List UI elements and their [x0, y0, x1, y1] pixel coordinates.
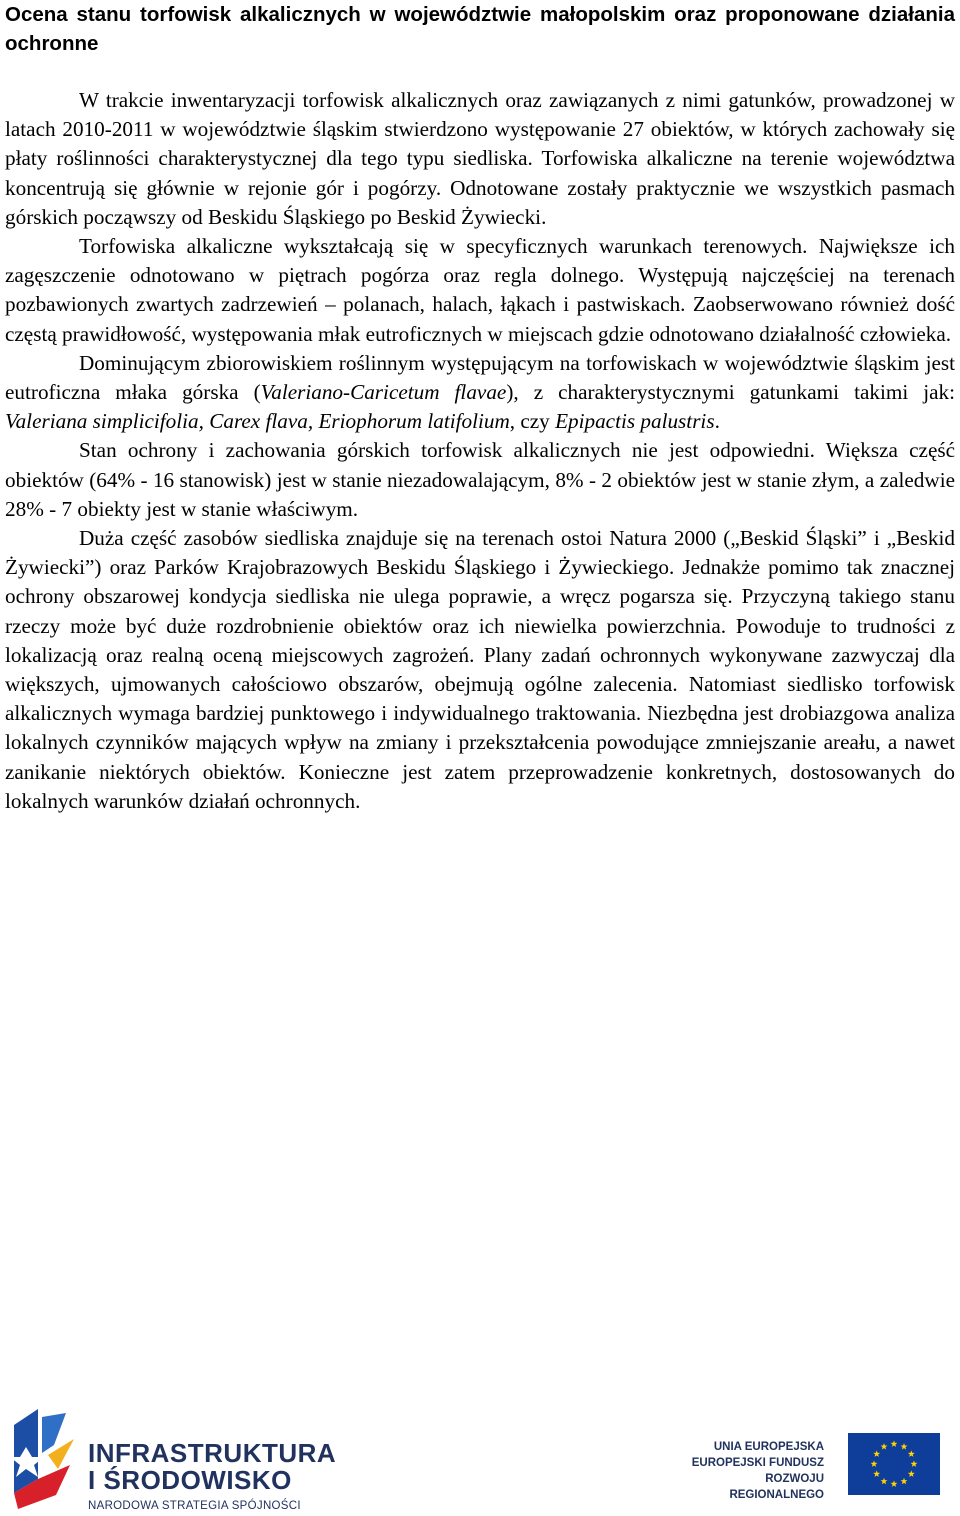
paragraph-3-italic-3: Epipactis palustris — [555, 409, 715, 434]
infrastruktura-logo-text — [88, 1440, 336, 1516]
paragraph-2: Torfowiska alkaliczne wykształcają się w specyficznych warunkach terenowych. Największe ich zagęszczenie odnotowano w piętrach pogórza oraz regla dolnego. Występują najczęściej na terenach pozbawionych zwartych zadrzewień – polanach, halach, łąkach i pastwiskach. Zaobserwowano również dość częstą prawidłowość, występowania młak eutroficznych w miejscach gdzie odnotowano działalność człowieka. — [5, 234, 955, 346]
right-logo-line-2: EUROPEJSKI FUNDUSZ — [691, 1457, 824, 1469]
left-logo-line-1: INFRASTRUKTURA — [88, 1438, 337, 1468]
paragraph-4: Stan ochrony i zachowania górskich torfowisk alkalicznych nie jest odpowiedni. Większa część obiektów (64% - 16 stanowisk) jest w stanie niezadowalającym, 8% - 2 obiektów jest w stanie złym, a zaledwie 28% - 7 obiekty jest w stanie właściwym. — [5, 438, 955, 521]
infrastruktura-logo — [8, 1409, 337, 1512]
paragraph-5: Duża część zasobów siedliska znajduje się na terenach ostoi Natura 2000 („Beskid Śląski” i „Beskid Żywiecki”) oraz Parków Krajobrazowych Beskidu Śląskiego i Żywieckiego. Jednakże pomimo tak znacznej ochrony obszarowej kondycja siedliska nie ulega poprawie, a wręcz pogarsza się. Przyczyną takiego stanu rzeczy może być duże rozdrobnienie obiektów oraz ich niewielka powierzchnia. Powoduje to trudności z lokalizacją oraz realną oceną miejscowych zagrożeń. Plany zadań ochronnych wykonywane zazwyczaj dla większych, ujmowanych całościowo obszarów, obejmują ogólne zalecenia. Natomiast siedlisko torfowisk alkalicznych wymaga bardziej punktowego i indywidualnego traktowania. Niezbędna jest drobiazgowa analiza lokalnych czynników mających wpływ na zmiany i przekształcenia powodujące zmniejszanie areału, a nawet zanikanie niektórych obiektów. Konieczne jest zatem przeprowadzenie konkretnych, dostosowanych do lokalnych warunków działań ochronnych. — [5, 526, 955, 813]
right-logo-line-1: UNIA EUROPEJSKA — [713, 1441, 824, 1453]
eu-logo-text — [670, 1439, 824, 1503]
document-title: Ocena stanu torfowisk alkalicznych w województwie małopolskim oraz proponowane działania ochronne — [5, 3, 955, 55]
document-body — [5, 86, 955, 816]
eu-flag-icon — [848, 1433, 940, 1495]
paragraph-3-text-3: , czy — [509, 409, 556, 434]
title-spacer — [5, 58, 955, 86]
left-logo-line-3: NARODOWA STRATEGIA SPÓJNOŚCI — [88, 1500, 301, 1512]
paragraph-3 — [5, 349, 955, 437]
paragraph-3-text-4: . — [714, 409, 720, 434]
paragraph-3-italic-1: Valeriano-Caricetum flavae — [260, 380, 507, 405]
right-logo-line-3: ROZWOJU REGIONALNEGO — [729, 1473, 824, 1501]
document-page — [5, 0, 955, 816]
footer-logos — [0, 1405, 960, 1516]
infrastruktura-logo-icon — [8, 1409, 76, 1511]
paragraph-3-text-1: Dominującym zbiorowiskiem roślinnym występującym na torfowiskach w województwie śląskim jest eutroficzna młaka górska ( — [5, 350, 955, 405]
paragraph-1: W trakcie inwentaryzacji torfowisk alkalicznych oraz zawiązanych z nimi gatunków, prowadzonej w latach 2010-2011 w województwie śląskim stwierdzono występowanie 27 obiektów, w których zachowały się płaty roślinności charakterystycznej dla tego typu siedliska. Torfowiska alkaliczne na terenie województwa koncentrują się głównie w rejonie gór i pogórzy. Odnotowane zostały praktycznie we wszystkich pasmach górskich począwszy od Beskidu Śląskiego po Beskid Żywiecki. — [5, 88, 955, 229]
left-logo-line-2: I ŚRODOWISKO — [88, 1465, 292, 1495]
paragraph-3-text-2: ), z charakterystycznymi gatunkami takimi jak: — [506, 380, 955, 405]
eu-logo — [670, 1433, 940, 1501]
paragraph-3-italic-2: Valeriana simplicifolia, Carex flava, Eriophorum latifolium — [5, 409, 510, 434]
